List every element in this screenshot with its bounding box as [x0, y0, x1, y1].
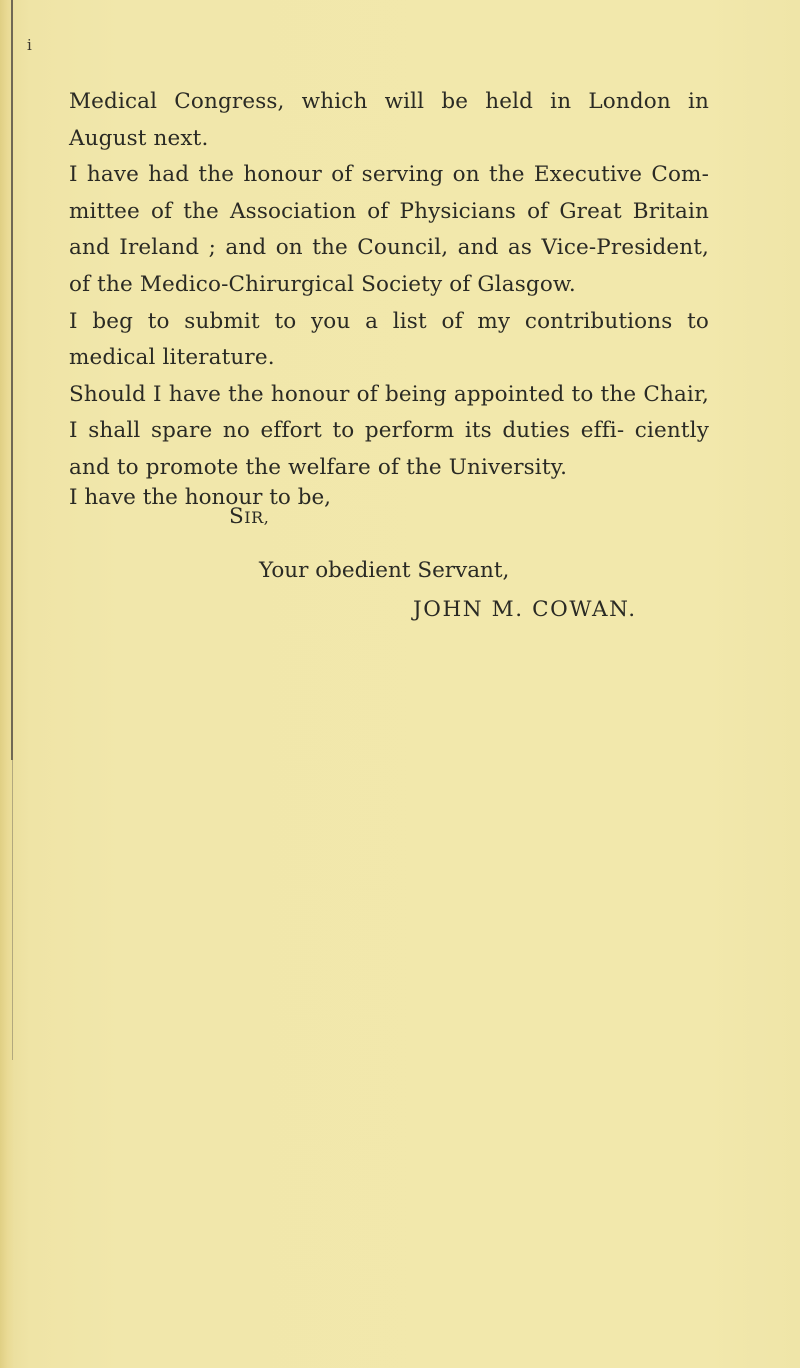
letter-body: [69, 84, 709, 487]
paragraph-4: Should I have the honour of being appointed to the Chair, I shall spare no effort to perform its duties effi- ciently and to promote the welfare of the University.: [69, 381, 709, 480]
gutter-shadow-line: [11, 0, 13, 760]
paragraph-2: I have had the honour of serving on the Executive Com- mittee of the Association of Physicians of Great Britain and Ireland ; and on the Council, and as Vice-President, of the Medico-Chirurgical Society of Glasgow.: [69, 162, 709, 297]
salutation-initial: S: [229, 504, 245, 529]
paragraph-3: I beg to submit to you a list of my contributions to medical literature.: [69, 308, 709, 371]
closing-line: I have the honour to be,: [69, 485, 332, 510]
gutter-shadow-line-lower: [12, 760, 13, 1060]
paragraph-1: Medical Congress, which will be held in London in August next.: [69, 89, 709, 151]
signature: JOHN M. COWAN.: [413, 597, 637, 622]
salutation-rest: IR,: [244, 508, 270, 527]
salutation: [229, 504, 270, 529]
signoff: Your obedient Servant,: [259, 558, 510, 583]
corner-mark: i: [27, 36, 32, 54]
